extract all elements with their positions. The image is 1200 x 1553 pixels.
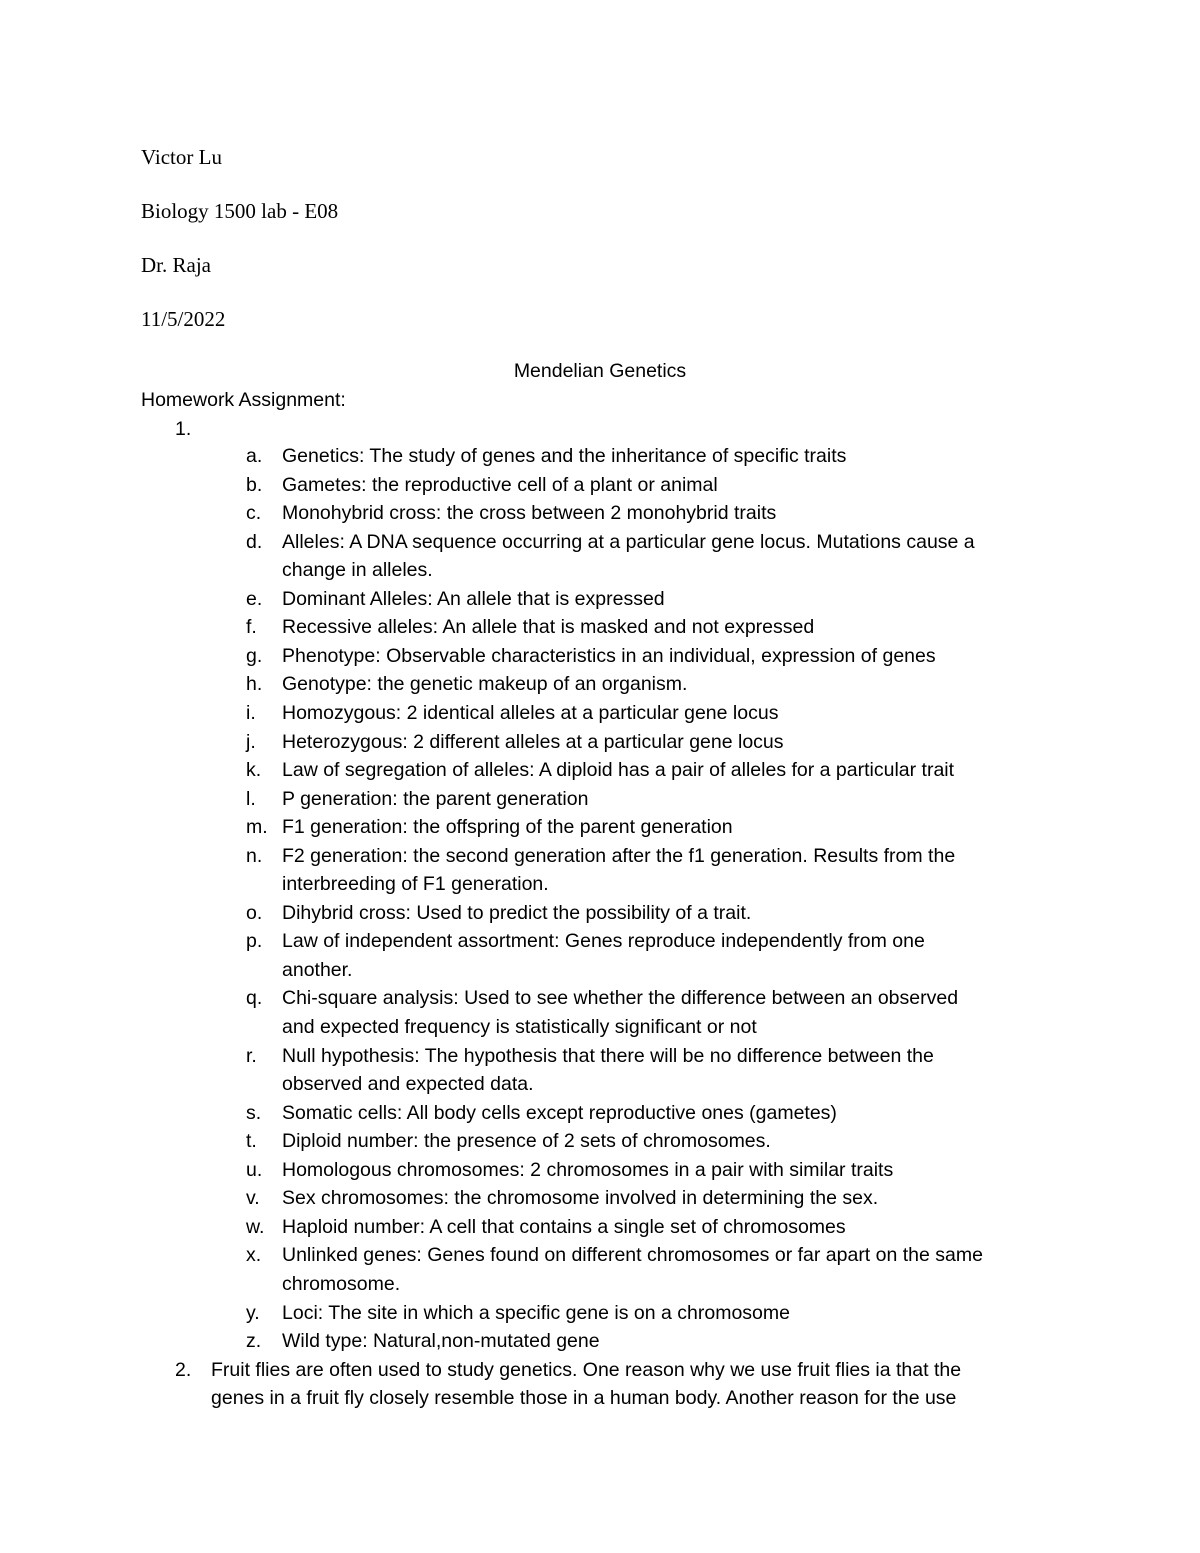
definition-marker: o.	[246, 902, 263, 924]
definition-text: Monohybrid cross: the cross between 2 monohybrid traits	[282, 502, 777, 524]
definition-marker: n.	[246, 845, 263, 867]
definition-text: Null hypothesis: The hypothesis that there will be no difference between the	[282, 1045, 934, 1067]
definition-text: Genotype: the genetic makeup of an organism.	[282, 673, 688, 695]
definition-text: and expected frequency is statistically significant or not	[282, 1016, 757, 1038]
definition-marker: f.	[246, 616, 257, 638]
definition-text: Law of segregation of alleles: A diploid has a pair of alleles for a particular trait	[282, 759, 955, 781]
definition-text: Chi-square analysis: Used to see whether the difference between an observed	[282, 987, 959, 1009]
definition-marker: z.	[246, 1330, 262, 1352]
definition-text: Genetics: The study of genes and the inheritance of specific traits	[282, 445, 847, 467]
definition-marker: v.	[246, 1187, 260, 1209]
definition-text: F1 generation: the offspring of the parent generation	[282, 816, 733, 838]
definition-marker: h.	[246, 673, 263, 695]
definition-text: P generation: the parent generation	[282, 788, 589, 810]
definition-marker: r.	[246, 1045, 257, 1067]
student-name: Victor Lu	[141, 145, 222, 169]
definition-text: F2 generation: the second generation after the f1 generation. Results from the	[282, 845, 956, 867]
definition-marker: a.	[246, 445, 263, 467]
instructor-name: Dr. Raja	[141, 253, 211, 277]
definition-text: interbreeding of F1 generation.	[282, 873, 549, 895]
definition-marker: l.	[246, 788, 256, 810]
definition-text: Law of independent assortment: Genes reproduce independently from one	[282, 930, 925, 952]
definition-text: observed and expected data.	[282, 1073, 534, 1095]
definition-marker: i.	[246, 702, 256, 724]
definition-marker: p.	[246, 930, 263, 952]
definition-marker: j.	[246, 731, 256, 753]
definition-marker: t.	[246, 1130, 257, 1152]
definition-text: another.	[282, 959, 353, 981]
definition-text: Sex chromosomes: the chromosome involved in determining the sex.	[282, 1187, 879, 1209]
definition-text: Heterozygous: 2 different alleles at a particular gene locus	[282, 731, 784, 753]
definition-text: Recessive alleles: An allele that is masked and not expressed	[282, 616, 815, 638]
definition-text: Dihybrid cross: Used to predict the possibility of a trait.	[282, 902, 752, 924]
definition-text: Gametes: the reproductive cell of a plant or animal	[282, 474, 718, 496]
definition-marker: g.	[246, 645, 263, 667]
definition-marker: s.	[246, 1102, 262, 1124]
definition-marker: c.	[246, 502, 262, 524]
definition-text: Alleles: A DNA sequence occurring at a particular gene locus. Mutations cause a	[282, 531, 975, 553]
course-name: Biology 1500 lab - E08	[141, 199, 339, 223]
definition-text: Loci: The site in which a specific gene is on a chromosome	[282, 1302, 790, 1324]
assignment-date: 11/5/2022	[141, 307, 226, 331]
definition-text: Unlinked genes: Genes found on different chromosomes or far apart on the same	[282, 1244, 983, 1266]
definition-text: Phenotype: Observable characteristics in an individual, expression of genes	[282, 645, 936, 667]
definition-marker: y.	[246, 1302, 260, 1324]
definition-text: change in alleles.	[282, 559, 433, 581]
definition-text: Homozygous: 2 identical alleles at a particular gene locus	[282, 702, 779, 724]
document-title: Mendelian Genetics	[513, 360, 687, 382]
definition-marker: e.	[246, 588, 263, 610]
definition-marker: b.	[246, 474, 263, 496]
definition-marker: m.	[246, 816, 268, 838]
homework-label: Homework Assignment:	[141, 389, 346, 411]
question-2-text: Fruit flies are often used to study genetics. One reason why we use fruit flies ia that the	[211, 1359, 962, 1381]
definition-marker: k.	[246, 759, 262, 781]
definition-marker: w.	[246, 1216, 265, 1238]
question-2-text: genes in a fruit fly closely resemble those in a human body. Another reason for the use	[211, 1387, 957, 1409]
question-1-number: 1.	[175, 418, 192, 440]
definition-text: Dominant Alleles: An allele that is expressed	[282, 588, 665, 610]
definition-text: Wild type: Natural,non-mutated gene	[282, 1330, 600, 1352]
definition-text: chromosome.	[282, 1273, 401, 1295]
definition-text: Haploid number: A cell that contains a single set of chromosomes	[282, 1216, 846, 1238]
definition-marker: d.	[246, 531, 263, 553]
definition-text: Homologous chromosomes: 2 chromosomes in a pair with similar traits	[282, 1159, 894, 1181]
definition-text: Somatic cells: All body cells except reproductive ones (gametes)	[282, 1102, 837, 1124]
question-2-number: 2.	[175, 1359, 192, 1381]
definition-marker: u.	[246, 1159, 263, 1181]
definition-marker: x.	[246, 1244, 262, 1266]
definition-marker: q.	[246, 987, 263, 1009]
definition-text: Diploid number: the presence of 2 sets of chromosomes.	[282, 1130, 771, 1152]
